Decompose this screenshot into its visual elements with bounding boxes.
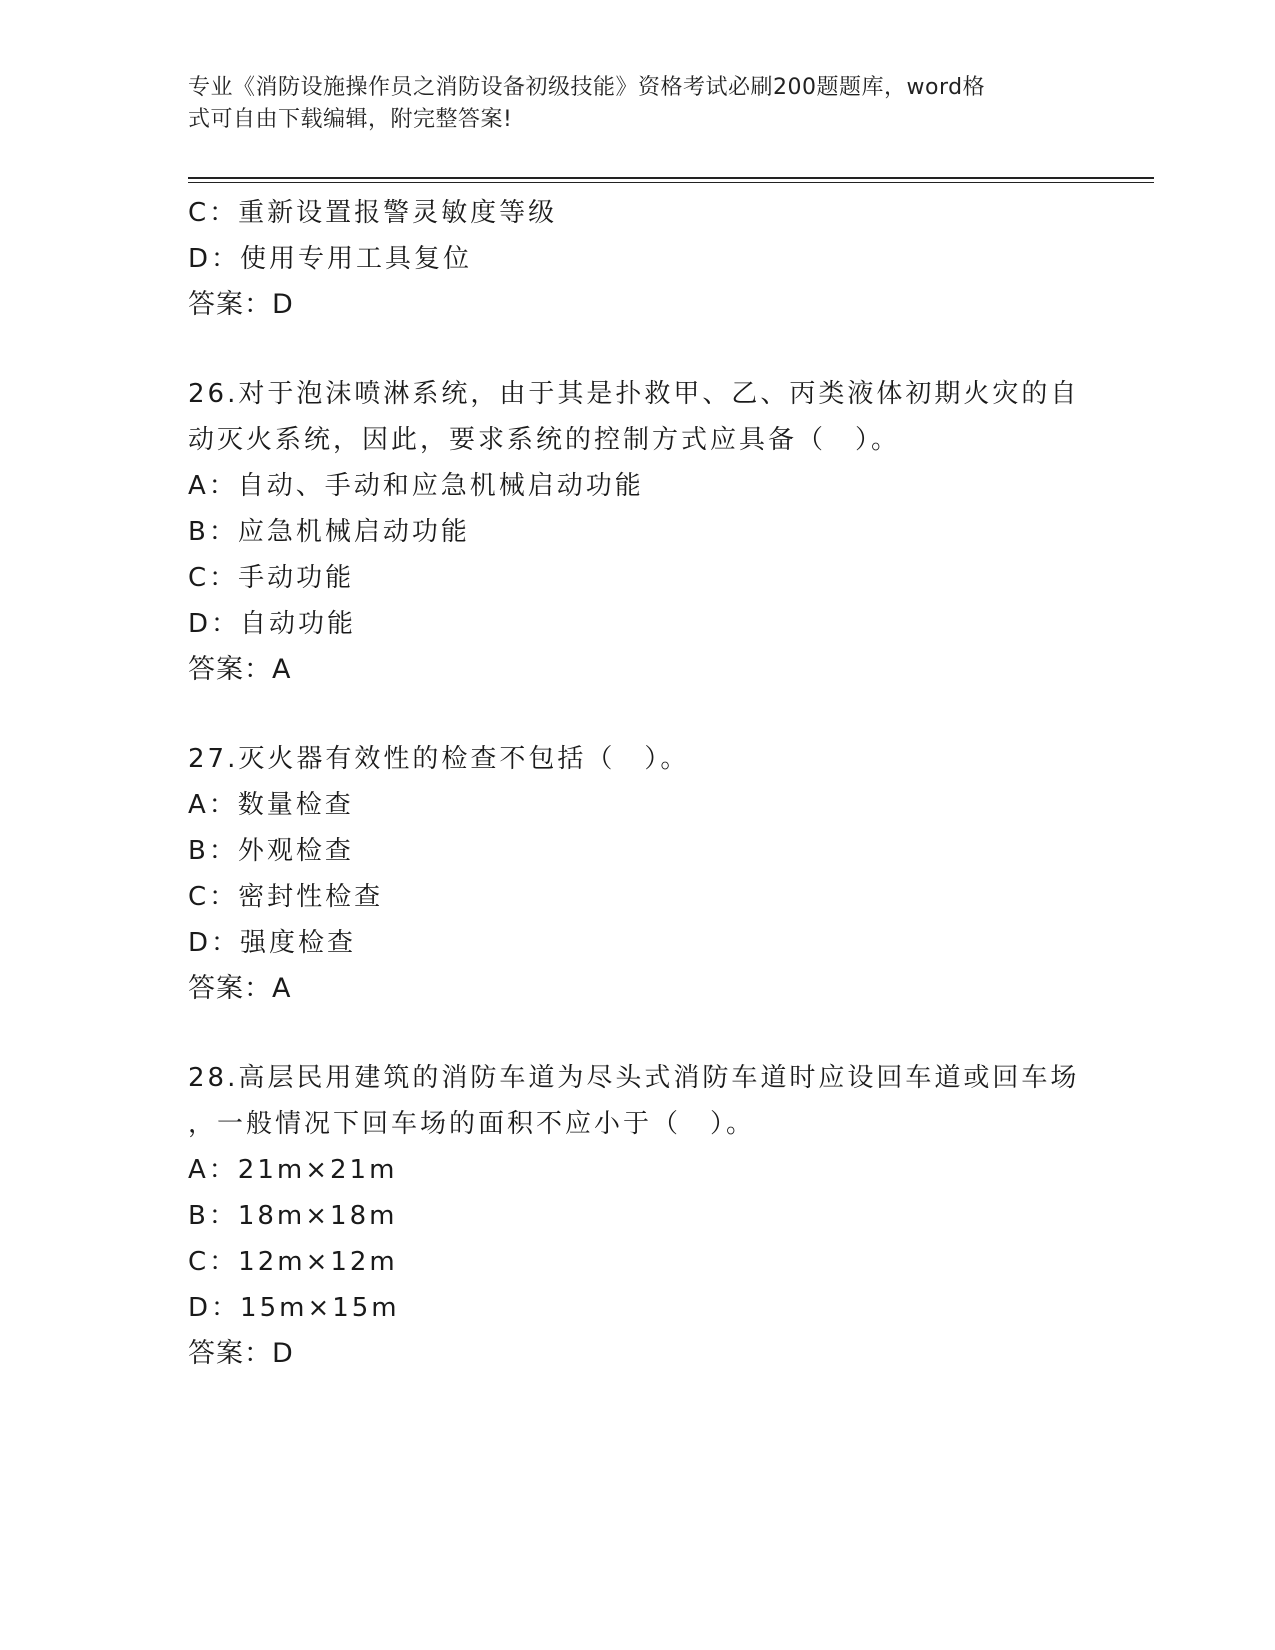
option-label: D： [188,609,241,639]
option-label: A： [188,790,238,820]
option-line [188,1193,1088,1239]
question-gap [188,328,1088,371]
option-label: D： [188,1293,241,1323]
option-line [188,601,1088,647]
option-text: 强度检查 [240,928,357,958]
header-note [188,72,1068,136]
option-text: 18m×18m [237,1201,398,1231]
option-text: 自动、手动和应急机械启动功能 [237,471,644,501]
option-text: 21m×21m [237,1155,398,1185]
answer-line: 答案：A [188,654,292,685]
option-label: B： [188,836,238,866]
option-line [188,1239,1088,1285]
header-note-line-1: 专业《消防设施操作员之消防设备初级技能》资格考试必刷200题题库，word格 [188,75,986,100]
option-label: C： [188,1247,239,1277]
option-line [188,555,1088,601]
question-stem-line: 27.灭火器有效性的检查不包括（ ）。 [188,744,690,774]
option-line [188,1285,1088,1331]
option-line [188,509,1088,555]
option-line [188,236,1088,282]
option-label: A： [188,471,238,501]
option-line [188,463,1088,509]
answer-line: 答案：D [188,1338,294,1369]
option-label: B： [188,517,238,547]
question-26 [188,371,1088,693]
question-stem-line: 28.高层民用建筑的消防车道为尽头式消防车道时应设回车道或回车场 [188,1063,1080,1093]
continued-question [188,190,1088,328]
option-text: 12m×12m [238,1247,398,1277]
option-label: D： [188,244,241,274]
option-text: 使用专用工具复位 [240,244,473,274]
option-line [188,1147,1088,1193]
option-label: C： [188,563,239,593]
option-text: 数量检查 [237,790,354,820]
option-line [188,828,1088,874]
option-label: C： [188,882,239,912]
option-label: B： [188,1201,238,1231]
option-text: 密封性检查 [238,882,384,912]
question-gap [188,1012,1088,1055]
option-text: 重新设置报警灵敏度等级 [238,198,558,228]
question-stem-line: ，一般情况下回车场的面积不应小于（ ）。 [188,1109,756,1139]
option-text: 15m×15m [240,1293,400,1323]
header-divider-thick [188,177,1154,179]
option-line [188,874,1088,920]
option-line [188,782,1088,828]
option-line [188,920,1088,966]
option-text: 应急机械启动功能 [237,517,470,547]
question-27 [188,736,1088,1012]
question-stem-line: 动灭火系统，因此，要求系统的控制方式应具备（ ）。 [188,425,901,455]
header-divider-thin [188,182,1154,183]
option-text: 手动功能 [238,563,355,593]
question-28 [188,1055,1088,1377]
answer-line: 答案：A [188,973,292,1004]
header-note-line-2: 式可自由下载编辑，附完整答案! [188,107,513,132]
option-label: A： [188,1155,238,1185]
option-text: 自动功能 [240,609,357,639]
option-label: C： [188,198,239,228]
question-stem-line: 26.对于泡沫喷淋系统，由于其是扑救甲、乙、丙类液体初期火灾的自 [188,379,1080,409]
question-content [188,190,1088,1377]
option-line [188,190,1088,236]
answer-line: 答案：D [188,289,294,320]
option-label: D： [188,928,241,958]
question-gap [188,693,1088,736]
option-text: 外观检查 [237,836,354,866]
